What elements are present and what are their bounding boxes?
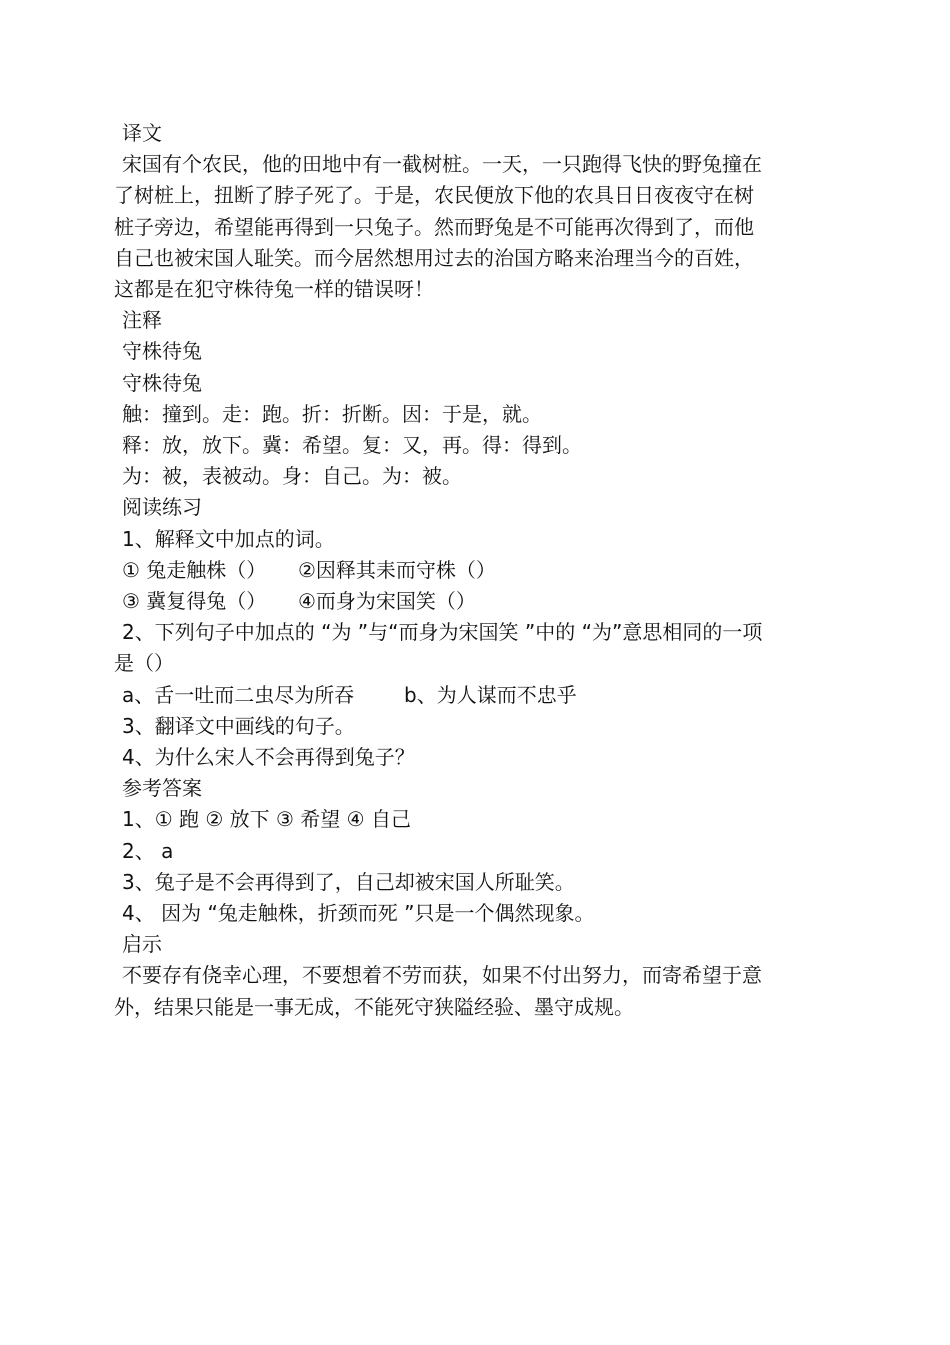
insight-heading: 启示 [122, 932, 162, 957]
translation-heading: 译文 [122, 121, 162, 145]
question-1-items-row [114, 586, 774, 617]
question-1-item: ③ 冀复得兔（） [122, 589, 267, 614]
question-1-item: ④而身为宋国笑（） [298, 589, 476, 614]
translation-body: 宋国有个农民，他的田地中有一截树桩。一天，一只跑得飞快的野兔撞在了树桩上，扭断了脖子死了。于是，农民便放下他的农具日日夜夜守在树桩子旁边，希望能再得到一只兔子。然而野兔是不可能再次得到了，而他自己也被宋国人耻笑。而今居然想用过去的治国方略来治理当今的百姓，这都是在犯守株待兔一样的错误呀！ [114, 152, 762, 302]
question-3: 3、翻译文中画线的句子。 [122, 713, 355, 738]
insight-body: 不要存有侥幸心理，不要想着不劳而获，如果不付出努力，而寄希望于意外，结果只能是一事无成，不能死守狭隘经验、墨守成规。 [114, 963, 762, 1019]
notes-line: 释：放，放下。冀：希望。复：又，再。得：得到。 [122, 433, 582, 458]
notes-heading: 注释 [122, 308, 162, 333]
question-4: 4、为什么宋人不会再得到兔子？ [122, 745, 415, 770]
question-1-items-row [114, 555, 774, 586]
notes-line: 为：被，表被动。身：自己。为：被。 [122, 464, 462, 489]
question-1-item: ②因释其耒而守株（） [298, 557, 496, 582]
question-2-options-row [114, 680, 774, 711]
question-2-option: a、舌一吐而二虫尽为所吞 [122, 682, 355, 707]
question-1-item: ① 兔走触株（） [122, 557, 267, 582]
exercises-heading: 阅读练习 [122, 495, 202, 520]
answer-line: 3、兔子是不会再得到了，自己却被宋国人所耻笑。 [122, 869, 575, 894]
notes-line: 守株待兔 [122, 339, 202, 364]
answers-heading: 参考答案 [122, 776, 202, 801]
question-2-option: b、为人谋而不忠乎 [404, 682, 577, 707]
document-content [114, 118, 774, 1023]
answer-line: 2、 a [122, 838, 174, 863]
answer-line: 1、① 跑 ② 放下 ③ 希望 ④ 自己 [122, 807, 411, 832]
notes-line: 守株待兔 [122, 370, 202, 395]
question-2: 2、下列句子中加点的 “为 ”与“而身为宋国笑 ”中的 “为”意思相同的一项是（） [114, 620, 763, 676]
notes-line: 触：撞到。走：跑。折：折断。因：于是，就。 [122, 401, 542, 426]
question-1: 1、解释文中加点的词。 [122, 526, 335, 551]
answer-line: 4、 因为 “兔走触株，折颈而死 ”只是一个偶然现象。 [122, 901, 595, 926]
